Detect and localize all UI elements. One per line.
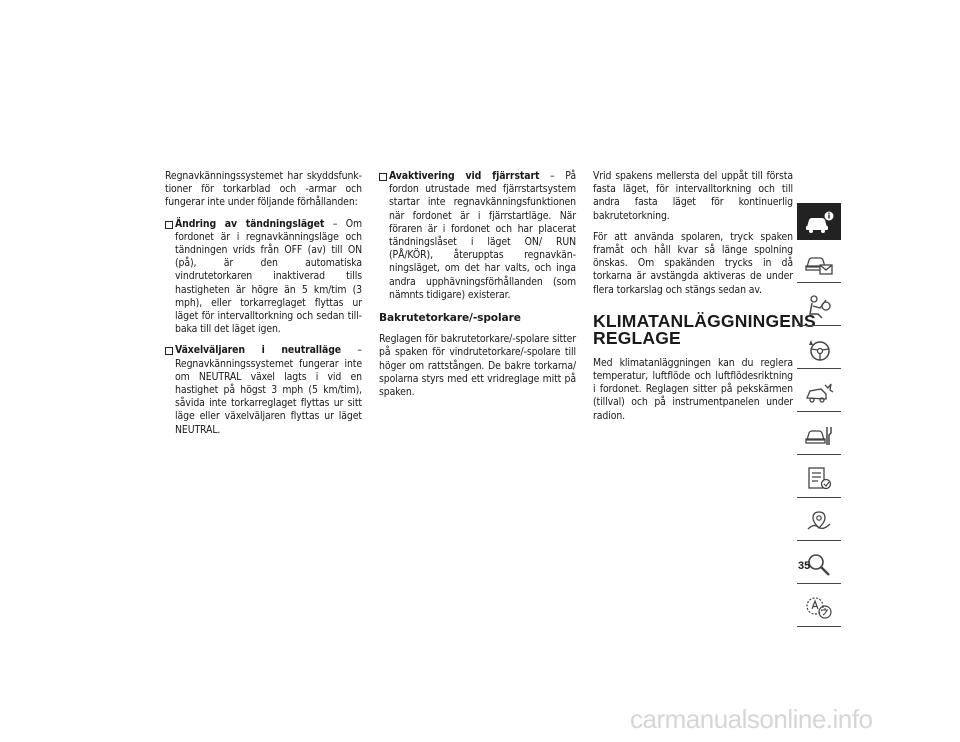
car-info-icon	[804, 209, 834, 235]
intro-paragraph: Regnavkänningssystemet har skyddsfunktioner för torkarblad och -armar och fungerar inte under följande förhållanden:	[165, 170, 362, 209]
bullet-item	[165, 218, 362, 337]
text-column-3	[593, 170, 816, 431]
watermark: carmanualsonline.info	[630, 704, 873, 734]
paragraph: För att använda spolaren, tryck spaken framåt och håll kvar så länge spolning önskas. Om spakänden trycks in då torkarna är avstängda aktiveras de under flera torkarslag och stängs sedan av.	[593, 230, 793, 296]
tab-seat-airbag[interactable]	[797, 289, 841, 326]
paragraph: Reglagen för bakrutetorkare/-spolare sitter på spaken för vindrutetorkare/-spolare till höger om rattstången. De bakre torkarna/ spolarna styrs med ett vridreglage mitt på spaken.	[379, 333, 576, 399]
checkbox-bullet-icon	[379, 173, 387, 181]
bullet-text: – Regnavkänningssystemet fungerar inte om NEUTRAL växel lagts i vid en hastighet på högst 3 mph (5 km/tim), såvida inte torkarreglaget flyttas ur sitt läge eller växelväljaren flyttas ur läget NEUTRAL.	[175, 344, 362, 436]
bullet-text: – På fordon utrustade med fjärrstartsystem startar inte regnavkänningsfunktionen när fordonet är i fjärrstartläge. När föraren är i fordonet och har placerat tändningslåset i läget ON/ RUN (PÅ/KÖR), återupptas regnavkänningsläget, om det har valts, och inga andra upphävningsförhållanden (som nämnts tidigare) existerar.	[389, 170, 576, 301]
checklist-icon	[804, 466, 834, 492]
paragraph: Vrid spakens mellersta del uppåt till första fasta läget, för intervalltorkning och till andra fasta läget för kontinuerlig bakrutetorkning.	[593, 170, 793, 222]
text-column-2	[379, 170, 576, 407]
car-crash-icon	[804, 380, 834, 406]
checkbox-bullet-icon	[165, 347, 173, 355]
tab-car-crash[interactable]	[797, 375, 841, 412]
tab-car-mail[interactable]	[797, 246, 841, 283]
steering-wheel-icon	[804, 337, 834, 363]
car-tools-icon	[804, 423, 834, 449]
bullet-text: – Om fordonet är i regnavkänningsläge och tändningen vrids från OFF (av) till ON (på), är den automatiska vindrutetorkaren inaktiverad tills hastigheten är högre än 5 km/tim (3 mph), eller torkarreglaget flyttas ur läget för intervalltorkning och sedan tillbaka till det läget igen.	[175, 217, 363, 336]
tab-language[interactable]	[797, 590, 841, 627]
map-pin-icon	[804, 509, 834, 535]
section-heading: Bakrutetorkare/-spolare	[379, 312, 521, 325]
paragraph: Med klimatanläggningen kan du reglera temperatur, luftflöde och luftflödesriktning i fordonet. Reglagen sitter på pekskärmen (tillval) och på instrumentpanelen under radion.	[593, 356, 793, 422]
text-column-1	[165, 170, 362, 445]
tab-car-info[interactable]	[797, 203, 841, 240]
tab-checklist[interactable]	[797, 461, 841, 498]
tab-car-tools[interactable]	[797, 418, 841, 455]
page-number: 35	[798, 560, 811, 572]
bullet-term: Ändring av tändningsläget	[175, 217, 325, 230]
tab-map-pin[interactable]	[797, 504, 841, 541]
bullet-item	[379, 170, 576, 302]
bullet-item	[165, 344, 362, 436]
car-mail-icon	[804, 251, 834, 277]
seat-airbag-icon	[804, 294, 834, 320]
bullet-term: Växelväljaren i neutralläge	[175, 344, 342, 357]
chapter-heading: KLIMATANLÄGGNINGENS REGLAGE	[593, 310, 816, 348]
checkbox-bullet-icon	[165, 221, 173, 229]
tab-steering-wheel[interactable]	[797, 332, 841, 369]
language-icon	[804, 595, 834, 621]
bullet-term: Avaktivering vid fjärrstart	[389, 170, 540, 182]
